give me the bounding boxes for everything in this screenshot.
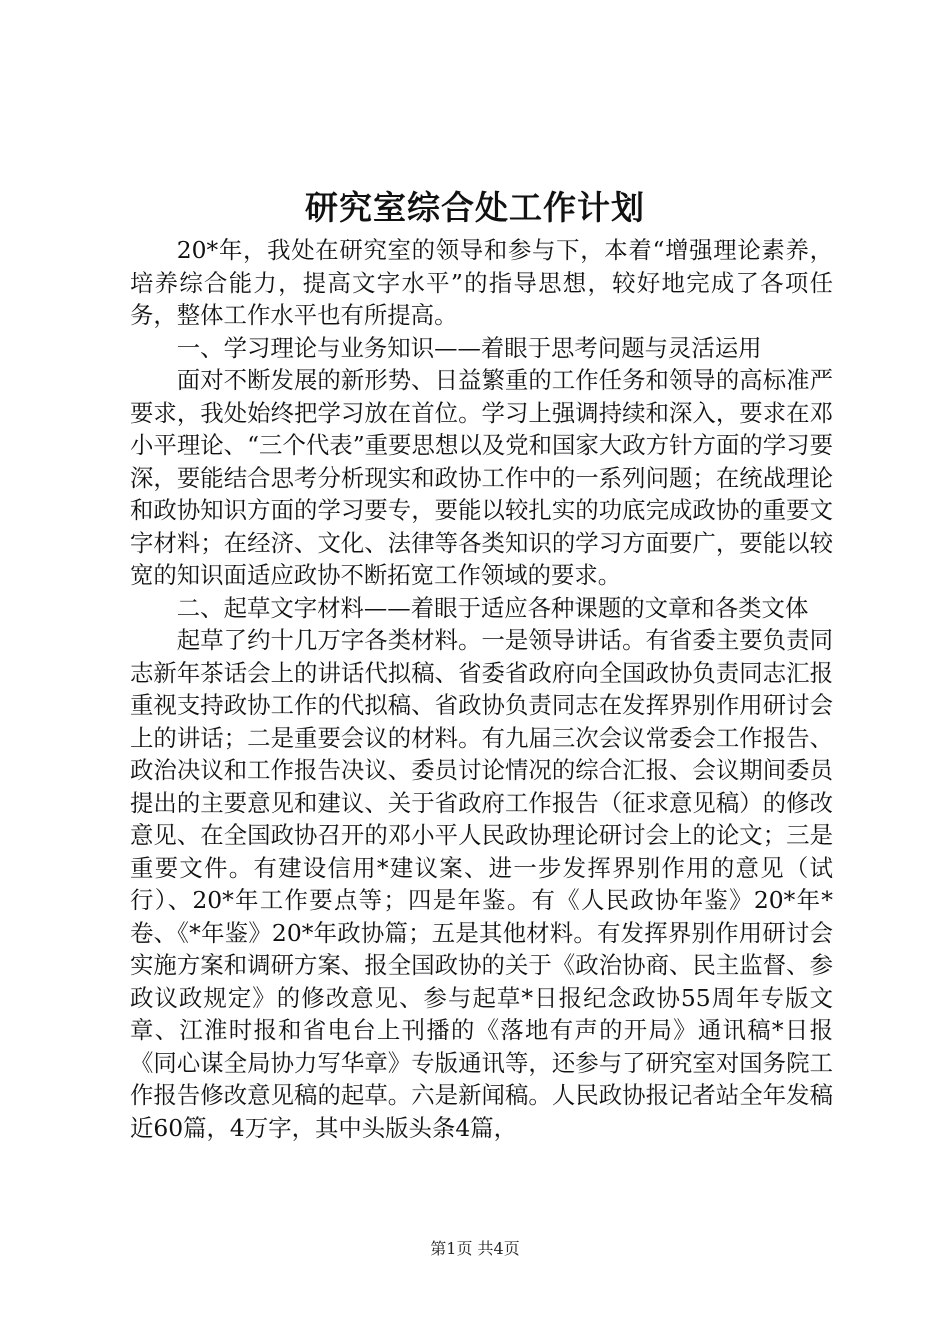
section-2-paragraph: 起草了约十几万字各类材料。一是领导讲话。有省委主要负责同志新年茶话会上的讲话代拟稿、省委省政府向全国政协负责同志汇报重视支持政协工作的代拟稿、省政协负责同志在发挥界别作用研讨会上的讲话；二是重要会议的材料。有九届三次会议常委会工作报告、政治决议和工作报告决议、委员讨论情况的综合汇报、会议期间委员提出的主要意见和建议、关于省政府工作报告（征求意见稿）的修改意见、在全国政协召开的邓小平人民政协理论研讨会上的论文；三是重要文件。有建设信用*建议案、进一步发挥界别作用的意见（试行）、20*年工作要点等；四是年鉴。有《人民政协年鉴》20*年*卷、《*年鉴》20*年政协篇；五是其他材料。有发挥界别作用研讨会实施方案和调研方案、报全国政协的关于《政治协商、民主监督、参政议政规定》的修改意见、参与起草*日报纪念政协55周年专版文章、江淮时报和省电台上刊播的《落地有声的开局》通讯稿*日报《同心谋全局协力写华章》专版通讯等，还参与了研究室对国务院工作报告修改意见稿的起草。六是新闻稿。人民政协报记者站全年发稿近60篇，4万字，其中头版头条4篇， xyxy=(130,626,833,1142)
document-body xyxy=(130,234,833,1144)
section-heading-2: 二、起草文字材料——着眼于适应各种课题的文章和各类文体 xyxy=(176,593,809,622)
document-title: 研究室综合处工作计划 xyxy=(305,188,645,227)
section-1-paragraph: 面对不断发展的新形势、日益繁重的工作任务和领导的高标准严要求，我处始终把学习放在首位。学习上强调持续和深入，要求在邓小平理论、“三个代表”重要思想以及党和国家大政方针方面的学习要深，要能结合思考分析现实和政协工作中的一系列问题；在统战理论和政协知识方面的学习要专，要能以较扎实的功底完成政协的重要文字材料；在经济、文化、法律等各类知识的学习方面要广，要能以较宽的知识面适应政协不断拓宽工作领域的要求。 xyxy=(130,366,833,589)
page-number: 第1页 共4页 xyxy=(430,1239,520,1258)
intro-paragraph: 20*年，我处在研究室的领导和参与下，本着“增强理论素养，培养综合能力，提高文字水平”的指导思想，较好地完成了各项任务，整体工作水平也有所提高。 xyxy=(130,236,833,329)
section-heading-1: 一、学习理论与业务知识——着眼于思考问题与灵活运用 xyxy=(176,333,762,362)
